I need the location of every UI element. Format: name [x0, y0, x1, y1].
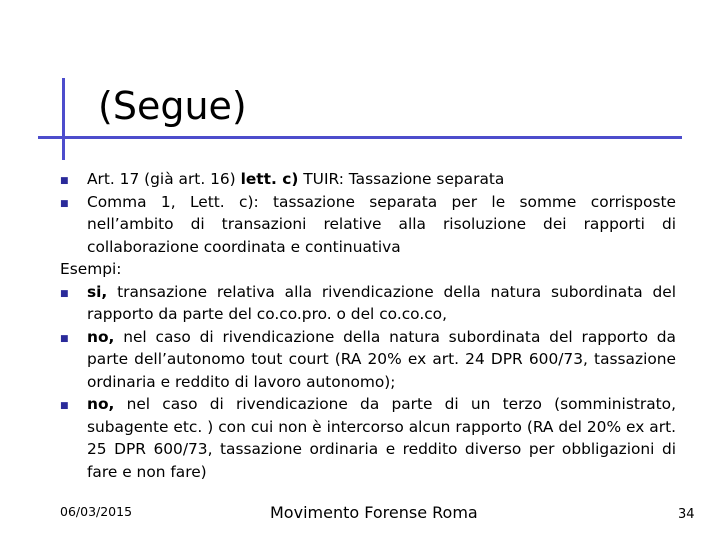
page-number: 34 [678, 507, 695, 522]
bullet-text: nel caso di rivendicazione della natura subordinata del rapporto da parte dell’autonomo tout court (RA 20% ex art. 24 DPR 600/73, tassazione ordinaria e reddito di lavoro autonomo); [87, 327, 676, 391]
bullet-text: TUIR: Tassazione separata [298, 170, 505, 188]
bullet-bold-text: no, [87, 327, 115, 346]
examples-label: Esempi: [60, 260, 122, 278]
bullet-bold-text: si, [87, 282, 108, 301]
bullet-bold-text: no, [87, 395, 115, 413]
slide-title: (Segue) [98, 84, 247, 128]
bullet-item [60, 281, 676, 326]
title-vertical-rule [62, 78, 65, 160]
bullet-text: nel caso di rivendicazione da parte di un terzo (somministrato, subagente etc. ) con cui non è intercorso alcun rapporto (RA del 20% ex art. 25 DPR 600/73, tassazione ordinaria e reddito diverso per obbligazioni di fare e non fare) [87, 395, 676, 481]
square-bullet-icon: ■ [60, 333, 69, 344]
title-horizontal-rule [38, 136, 682, 139]
bullet-item [60, 168, 676, 191]
footer-title: Movimento Forense Roma [270, 503, 478, 522]
footer-date: 06/03/2015 [60, 504, 133, 519]
square-bullet-icon: ■ [60, 288, 69, 299]
bullet-item [60, 326, 676, 394]
bullet-bold-text: lett. c) [240, 170, 299, 188]
bullet-text: transazione relativa alla rivendicazione della natura subordinata del rapporto da parte del co.co.pro. o del co.co.co, [87, 282, 676, 323]
bullet-text: Comma 1, Lett. c): tassazione separata per le somme corrisposte nell’ambito di transazioni relative alla risoluzione dei rapporti di collaborazione coordinata e continuativa [87, 192, 676, 256]
bullet-item [60, 393, 676, 483]
square-bullet-icon: ■ [60, 401, 69, 411]
square-bullet-icon: ■ [60, 176, 69, 186]
slide-body [60, 168, 676, 483]
square-bullet-icon: ■ [60, 198, 69, 209]
bullet-text: Art. 17 (già art. 16) [87, 170, 241, 188]
bullet-item [60, 191, 676, 259]
